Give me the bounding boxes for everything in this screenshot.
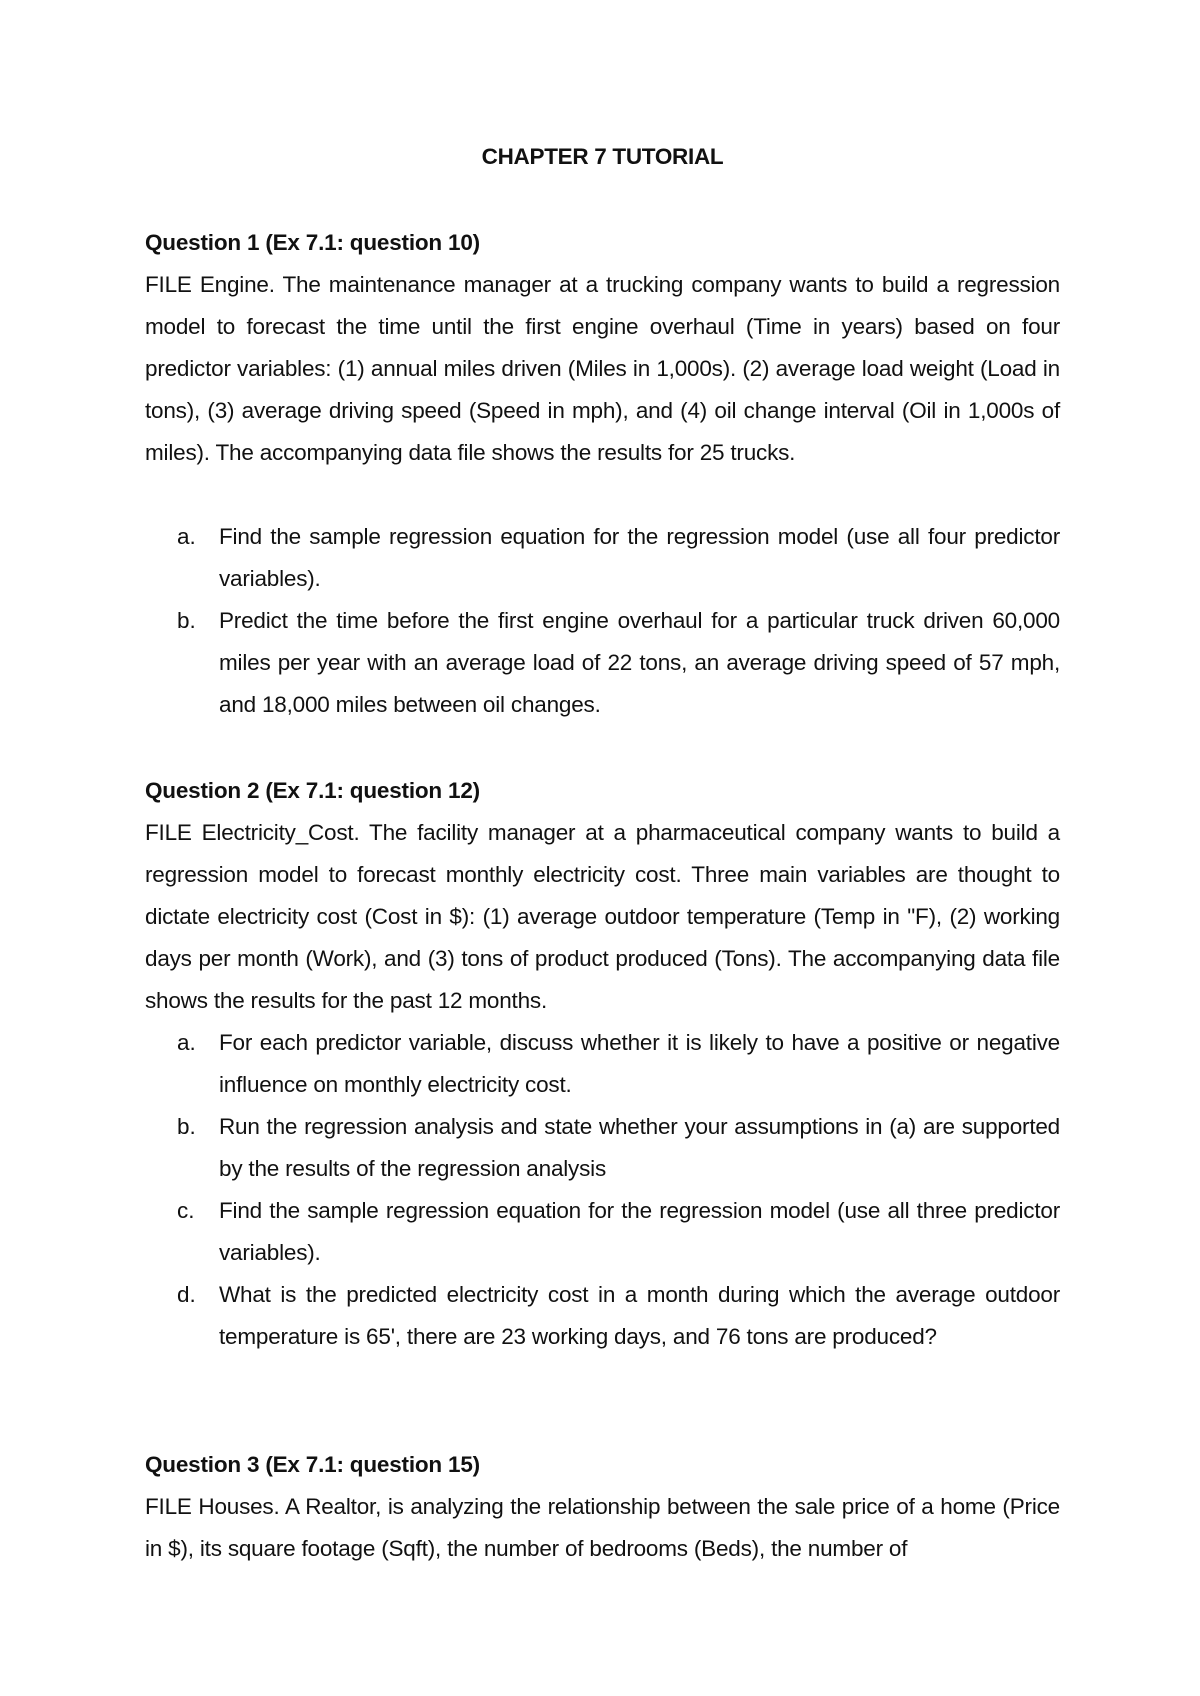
list-item-text: Predict the time before the first engine overhaul for a particular truck driven 60,000 miles per year with an average load of 22 tons, an average driving speed of 57 mph, and 18,000 miles between oil changes. [219,608,1060,717]
list-marker: b. [177,608,196,633]
question-1-heading: Question 1 (Ex 7.1: question 10) [145,230,480,255]
list-marker: b. [177,1114,196,1139]
question-1-item-b [145,600,1060,726]
list-marker: c. [177,1198,195,1223]
list-marker: d. [177,1282,196,1307]
question-2-item-a [145,1022,1060,1106]
question-1-body: FILE Engine. The maintenance manager at a trucking company wants to build a regression model to forecast the time until the first engine overhaul (Time in years) based on four predictor variables: (1) annual miles driven (Miles in 1,000s). (2) average load weight (Load in tons), (3) average driving speed (Speed in mph), and (4) oil change interval (Oil in 1,000s of miles). The accompanying data file shows the results for 25 trucks. [145,272,1060,465]
question-2-body: FILE Electricity_Cost. The facility manager at a pharmaceutical company wants to build a regression model to forecast monthly electricity cost. Three main variables are thought to dictate electricity cost (Cost in $): (1) average outdoor temperature (Temp in "F), (2) working days per month (Work), and (3) tons of product produced (Tons). The accompanying data file shows the results for the past 12 months. [145,820,1060,1013]
question-2-item-c [145,1190,1060,1274]
question-1-item-a [145,516,1060,600]
list-marker: a. [177,524,196,549]
page-title: CHAPTER 7 TUTORIAL [481,144,724,169]
list-item-text: What is the predicted electricity cost in a month during which the average outdoor temperature is 65', there are 23 working days, and 76 tons are produced? [219,1282,1060,1349]
question-2-heading: Question 2 (Ex 7.1: question 12) [145,778,480,803]
list-item-text: Find the sample regression equation for the regression model (use all four predictor variables). [219,524,1060,591]
list-marker: a. [177,1030,196,1055]
question-2-item-b [145,1106,1060,1190]
list-item-text: For each predictor variable, discuss whether it is likely to have a positive or negative influence on monthly electricity cost. [219,1030,1060,1097]
list-item-text: Find the sample regression equation for the regression model (use all three predictor variables). [219,1198,1060,1265]
question-2-item-d [145,1274,1060,1358]
question-3-heading: Question 3 (Ex 7.1: question 15) [145,1452,480,1477]
list-item-text: Run the regression analysis and state whether your assumptions in (a) are supported by the results of the regression analysis [219,1114,1060,1181]
question-3-body: FILE Houses. A Realtor, is analyzing the relationship between the sale price of a home (Price in $), its square footage (Sqft), the number of bedrooms (Beds), the number of [145,1494,1060,1561]
